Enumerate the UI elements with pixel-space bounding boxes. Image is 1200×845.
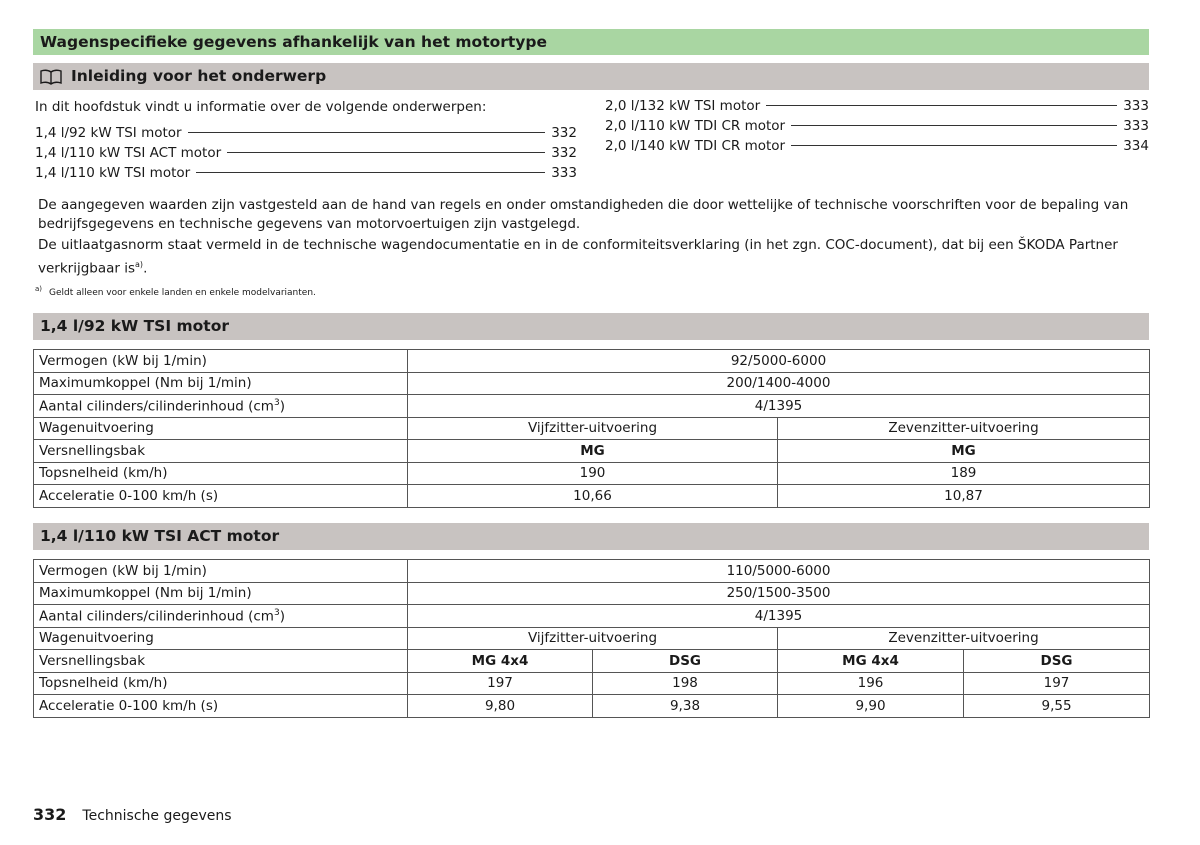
table-row xyxy=(34,350,1150,373)
row-label: Wagenuitvoering xyxy=(34,417,408,440)
row-label: Vermogen (kW bij 1/min) xyxy=(34,350,408,373)
spec-table-110kw-act xyxy=(33,559,1150,718)
top-speed-value: 197 xyxy=(964,672,1150,695)
cylinders-value: 4/1395 xyxy=(408,605,1150,628)
row-label: Acceleratie 0-100 km/h (s) xyxy=(34,695,408,718)
gearbox-value: MG xyxy=(408,440,778,463)
toc-item-label: 2,0 l/140 kW TDI CR motor xyxy=(605,138,786,154)
table-row xyxy=(34,672,1150,695)
table-row xyxy=(34,417,1150,440)
toc-item-page: 333 xyxy=(1123,118,1149,134)
toc-item[interactable] xyxy=(35,145,577,165)
toc-item-label: 2,0 l/132 kW TSI motor xyxy=(605,98,761,114)
gearbox-value: DSG xyxy=(964,650,1150,673)
unit-superscript: 3 xyxy=(273,397,280,408)
toc-item[interactable] xyxy=(35,165,577,185)
footer-title: Technische gegevens xyxy=(82,808,232,824)
table-row xyxy=(34,627,1150,650)
table-row xyxy=(34,485,1150,508)
intro-text: In dit hoofdstuk vindt u informatie over de volgende onderwerpen: xyxy=(35,99,487,115)
footnote-mark: a) xyxy=(35,285,43,293)
intro-paragraph: De aangegeven waarden zijn vastgesteld aan de hand van regels en onder omstandigheden die door wettelijke of technische voorschriften voor de bepaling van bedrijfsgegevens en technische gegevens van motorvoertuigen zijn vastgelegd. xyxy=(38,197,1129,232)
acceleration-value: 9,38 xyxy=(593,695,778,718)
row-label xyxy=(34,395,408,418)
cylinders-label-end: ) xyxy=(279,398,285,414)
power-value: 110/5000-6000 xyxy=(408,560,1150,583)
section-title: 1,4 l/110 kW TSI ACT motor xyxy=(33,523,1149,550)
spec-table-92kw xyxy=(33,349,1150,508)
table-row xyxy=(34,440,1150,463)
row-label: Maximumkoppel (Nm bij 1/min) xyxy=(34,582,408,605)
row-label: Acceleratie 0-100 km/h (s) xyxy=(34,485,408,508)
acceleration-value: 9,55 xyxy=(964,695,1150,718)
variant-value: Vijfzitter-uitvoering xyxy=(408,627,778,650)
row-label: Topsnelheid (km/h) xyxy=(34,672,408,695)
top-speed-value: 197 xyxy=(408,672,593,695)
page-footer xyxy=(33,805,232,824)
gearbox-value: DSG xyxy=(593,650,778,673)
toc-item-page: 332 xyxy=(551,125,577,141)
chapter-title: Wagenspecifieke gegevens afhankelijk van het motortype xyxy=(33,29,1149,55)
paragraph-end: . xyxy=(143,260,148,277)
emission-paragraph xyxy=(38,236,1150,279)
toc-item-page: 332 xyxy=(551,145,577,161)
row-label: Topsnelheid (km/h) xyxy=(34,462,408,485)
cylinders-value: 4/1395 xyxy=(408,395,1150,418)
row-label: Vermogen (kW bij 1/min) xyxy=(34,560,408,583)
table-row xyxy=(34,395,1150,418)
intro-title: Inleiding voor het onderwerp xyxy=(71,67,327,85)
toc-item-page: 333 xyxy=(551,165,577,181)
table-row xyxy=(34,582,1150,605)
table-row xyxy=(34,605,1150,628)
gearbox-value: MG xyxy=(778,440,1150,463)
top-speed-value: 190 xyxy=(408,462,778,485)
acceleration-value: 9,90 xyxy=(778,695,964,718)
row-label: Maximumkoppel (Nm bij 1/min) xyxy=(34,372,408,395)
toc-item-label: 1,4 l/110 kW TSI motor xyxy=(35,165,191,181)
acceleration-value: 10,87 xyxy=(778,485,1150,508)
toc-item-label: 1,4 l/110 kW TSI ACT motor xyxy=(35,145,222,161)
acceleration-value: 9,80 xyxy=(408,695,593,718)
toc-right xyxy=(605,98,1149,158)
intro-header xyxy=(33,63,1149,90)
variant-value: Vijfzitter-uitvoering xyxy=(408,417,778,440)
toc-item-page: 333 xyxy=(1123,98,1149,114)
top-speed-value: 196 xyxy=(778,672,964,695)
page-number: 332 xyxy=(33,805,67,824)
footnote xyxy=(35,285,316,298)
row-label xyxy=(34,605,408,628)
toc-item-page: 334 xyxy=(1123,138,1149,154)
toc-item-label: 1,4 l/92 kW TSI motor xyxy=(35,125,182,141)
table-row xyxy=(34,462,1150,485)
footnote-ref[interactable]: a) xyxy=(135,260,144,269)
cylinders-label-text: Aantal cilinders/cilinderinhoud (cm xyxy=(39,398,274,414)
toc-item[interactable] xyxy=(605,98,1149,118)
acceleration-value: 10,66 xyxy=(408,485,778,508)
toc-item[interactable] xyxy=(35,125,577,145)
emission-paragraph-text: De uitlaatgasnorm staat vermeld in de technische wagendocumentatie en in de conformiteitsverklaring (in het zgn. COC-document), dat bij een ŠKODA Partner verkrijgbaar is xyxy=(38,237,1118,277)
toc-item[interactable] xyxy=(605,138,1149,158)
table-row xyxy=(34,650,1150,673)
row-label: Versnellingsbak xyxy=(34,650,408,673)
table-row xyxy=(34,695,1150,718)
toc-item-label: 2,0 l/110 kW TDI CR motor xyxy=(605,118,786,134)
table-row xyxy=(34,560,1150,583)
row-label: Wagenuitvoering xyxy=(34,627,408,650)
gearbox-value: MG 4x4 xyxy=(778,650,964,673)
cylinders-label-end: ) xyxy=(279,608,285,624)
table-row xyxy=(34,372,1150,395)
unit-superscript: 3 xyxy=(273,607,280,618)
gearbox-value: MG 4x4 xyxy=(408,650,593,673)
footnote-text: Geldt alleen voor enkele landen en enkele modelvarianten. xyxy=(49,288,316,298)
toc-item[interactable] xyxy=(605,118,1149,138)
cylinders-label-text: Aantal cilinders/cilinderinhoud (cm xyxy=(39,608,274,624)
variant-value: Zevenzitter-uitvoering xyxy=(778,627,1150,650)
torque-value: 200/1400-4000 xyxy=(408,372,1150,395)
book-icon xyxy=(40,69,62,85)
variant-value: Zevenzitter-uitvoering xyxy=(778,417,1150,440)
section-title: 1,4 l/92 kW TSI motor xyxy=(33,313,1149,340)
top-speed-value: 198 xyxy=(593,672,778,695)
row-label: Versnellingsbak xyxy=(34,440,408,463)
top-speed-value: 189 xyxy=(778,462,1150,485)
toc-left xyxy=(35,125,577,185)
torque-value: 250/1500-3500 xyxy=(408,582,1150,605)
power-value: 92/5000-6000 xyxy=(408,350,1150,373)
